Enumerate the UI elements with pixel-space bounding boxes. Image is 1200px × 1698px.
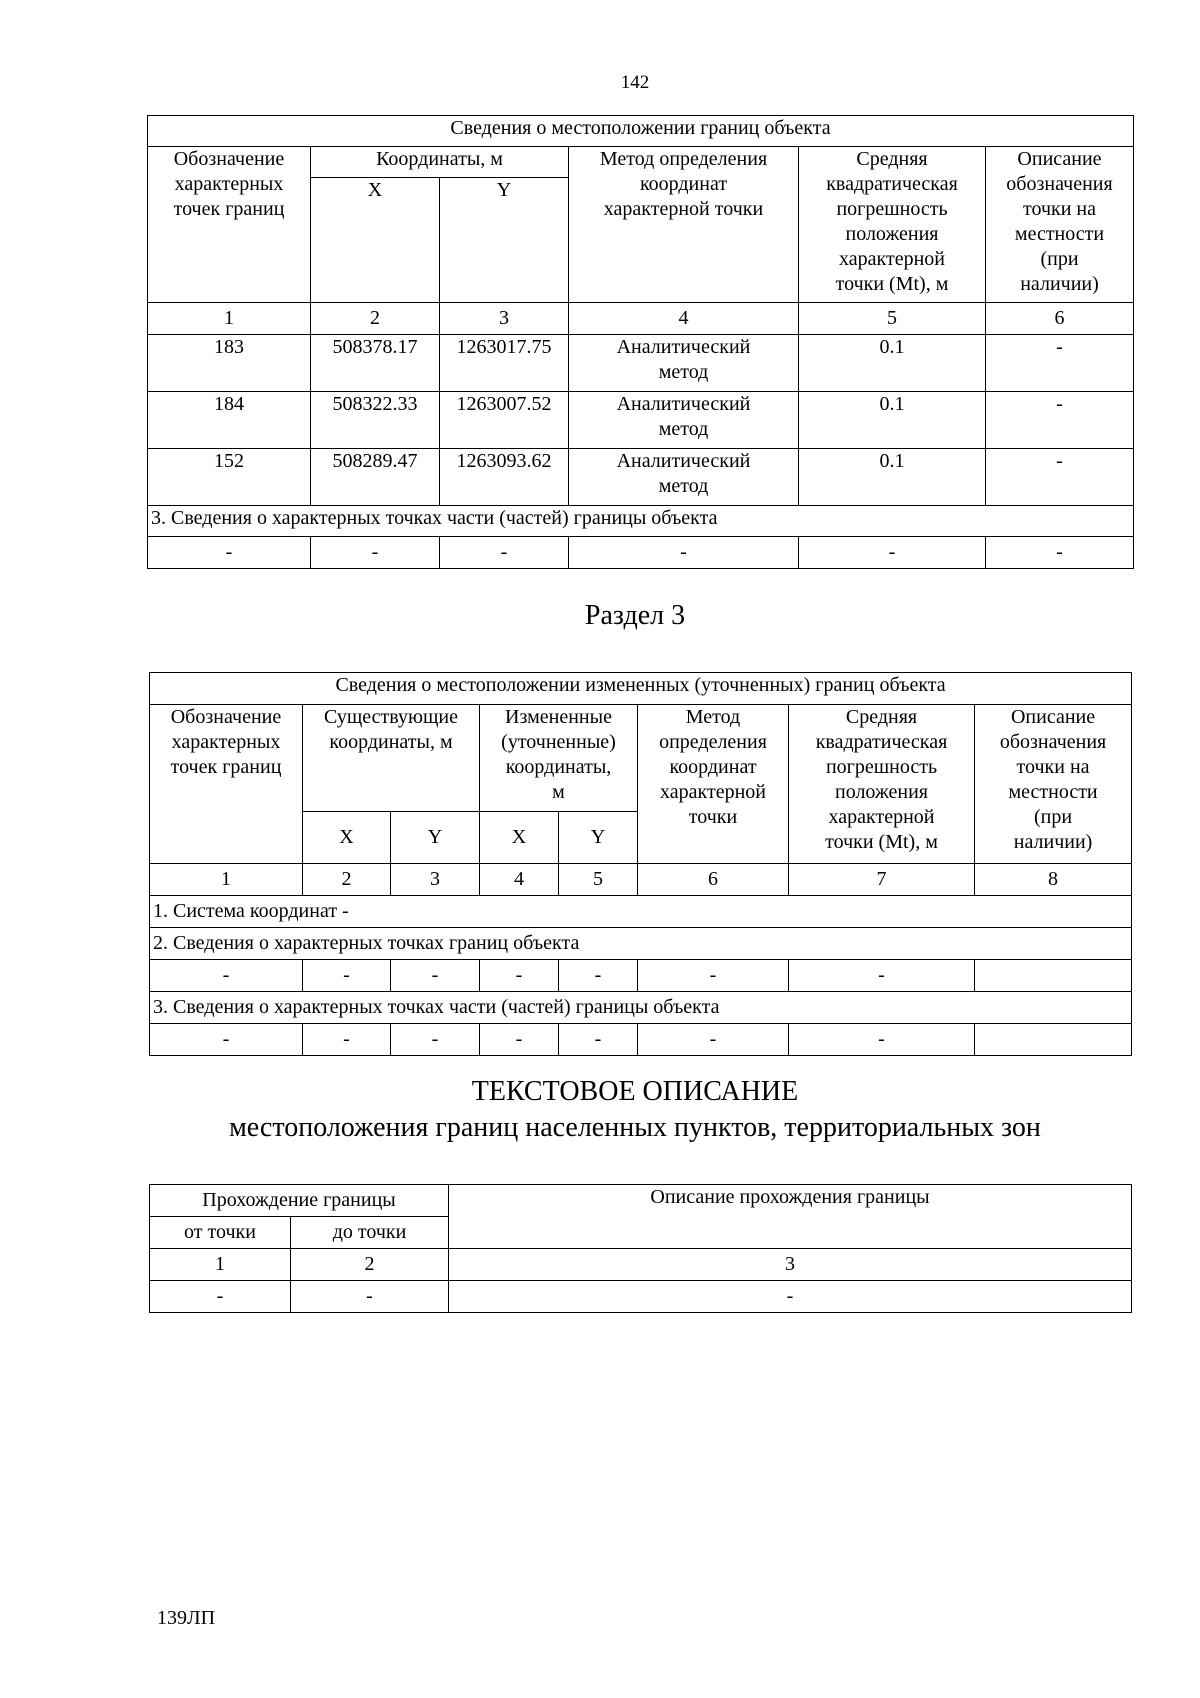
header-to-point: до точки [291,1217,449,1249]
empty-cell: - [311,537,440,569]
header-method: Метод определения координат характерной точки [638,705,789,864]
coord-y: 1263007.52 [440,392,569,449]
point-id: 183 [148,335,311,392]
header-from-point: от точки [150,1217,291,1249]
changed-boundaries-table [149,672,1132,1056]
text-description-subtitle: местоположения границ населенных пунктов, территориальных зон [229,1112,1041,1143]
header-description: Описание обозначения точки на местности (при наличии) [975,705,1132,864]
table-row [148,392,1134,449]
header-y: Y [559,812,638,864]
column-number: 4 [480,864,559,896]
coord-x: 508289.47 [311,449,440,506]
column-numbers-row [150,1249,1132,1281]
header-existing-coordinates: Существующие координаты, м [303,705,480,812]
header-description: Описание обозначения точки на местности (при наличии) [986,147,1134,303]
empty-cell: - [569,537,799,569]
boundary-passage-table [149,1184,1132,1313]
text-description-title: ТЕКСТОВОЕ ОПИСАНИЕ [471,1076,799,1107]
empty-cell: - [391,960,480,992]
column-numbers-row [150,864,1132,896]
coord-y: 1263093.62 [440,449,569,506]
mean-error: 0.1 [799,392,986,449]
header-point-designation: Обозначение характерных точек границ [148,147,311,303]
header-y: Y [391,812,480,864]
empty-cell: - [638,960,789,992]
header-coordinates: Координаты, м [311,147,569,178]
empty-cell: - [559,960,638,992]
empty-cell: - [391,1024,480,1056]
empty-cell: - [303,1024,391,1056]
header-changed-coordinates: Измененные (уточненные) координаты, м [480,705,638,812]
column-number: 3 [440,303,569,335]
column-number: 8 [975,864,1132,896]
empty-cell: - [789,960,975,992]
method: Аналитический метод [569,392,799,449]
boundary-points-table [147,115,1134,569]
column-number: 7 [789,864,975,896]
table-title: Сведения о местоположении границ объекта [148,116,1134,147]
header-x: X [311,178,440,303]
points-section-label: 2. Сведения о характерных точках границ объекта [150,928,1132,960]
empty-cell: - [303,960,391,992]
column-number: 3 [391,864,480,896]
mean-error: 0.1 [799,335,986,392]
description: - [986,392,1134,449]
page-number: 142 [620,72,650,93]
empty-cell [975,1024,1132,1056]
column-number: 1 [150,864,303,896]
section-heading: Раздел 3 [584,600,686,631]
description: - [986,335,1134,392]
footer-code: 139ЛП [157,1607,216,1629]
table-row [148,537,1134,569]
empty-cell: - [150,1024,303,1056]
method: Аналитический метод [569,335,799,392]
empty-cell: - [986,537,1134,569]
description: - [986,449,1134,506]
empty-cell [975,960,1132,992]
table-row [148,335,1134,392]
header-mean-error: Средняя квадратическая погрешность положения характерной точки (Mt), м [799,147,986,303]
table-title: Сведения о местоположении измененных (уточненных) границ объекта [150,673,1132,705]
header-point-designation: Обозначение характерных точек границ [150,705,303,864]
column-number: 5 [559,864,638,896]
column-number: 2 [311,303,440,335]
column-number: 5 [799,303,986,335]
method: Аналитический метод [569,449,799,506]
parts-section-label: 3. Сведения о характерных точках части (частей) границы объекта [148,506,1134,537]
empty-cell: - [480,960,559,992]
column-number: 6 [986,303,1134,335]
header-boundary-passage: Прохождение границы [150,1185,449,1217]
empty-cell: - [449,1281,1132,1313]
header-method: Метод определения координат характерной точки [569,147,799,303]
column-number: 6 [638,864,789,896]
empty-cell: - [291,1281,449,1313]
header-passage-description: Описание прохождения границы [449,1185,1132,1249]
coordinate-system-label: 1. Система координат - [150,896,1132,928]
empty-cell: - [789,1024,975,1056]
coord-y: 1263017.75 [440,335,569,392]
header-mean-error: Средняя квадратическая погрешность положения характерной точки (Mt), м [789,705,975,864]
mean-error: 0.1 [799,449,986,506]
parts-section-label: 3. Сведения о характерных точках части (частей) границы объекта [150,992,1132,1024]
coord-x: 508378.17 [311,335,440,392]
column-numbers-row [148,303,1134,335]
point-id: 152 [148,449,311,506]
empty-cell: - [150,960,303,992]
header-x: X [480,812,559,864]
empty-cell: - [440,537,569,569]
table-row [150,960,1132,992]
empty-cell: - [480,1024,559,1056]
empty-cell: - [799,537,986,569]
header-y: Y [440,178,569,303]
column-number: 3 [449,1249,1132,1281]
header-x: X [303,812,391,864]
column-number: 1 [148,303,311,335]
table-row [148,449,1134,506]
table-row [150,1024,1132,1056]
column-number: 2 [303,864,391,896]
column-number: 1 [150,1249,291,1281]
coord-x: 508322.33 [311,392,440,449]
empty-cell: - [638,1024,789,1056]
empty-cell: - [150,1281,291,1313]
column-number: 4 [569,303,799,335]
empty-cell: - [559,1024,638,1056]
point-id: 184 [148,392,311,449]
column-number: 2 [291,1249,449,1281]
table-row [150,1281,1132,1313]
empty-cell: - [148,537,311,569]
